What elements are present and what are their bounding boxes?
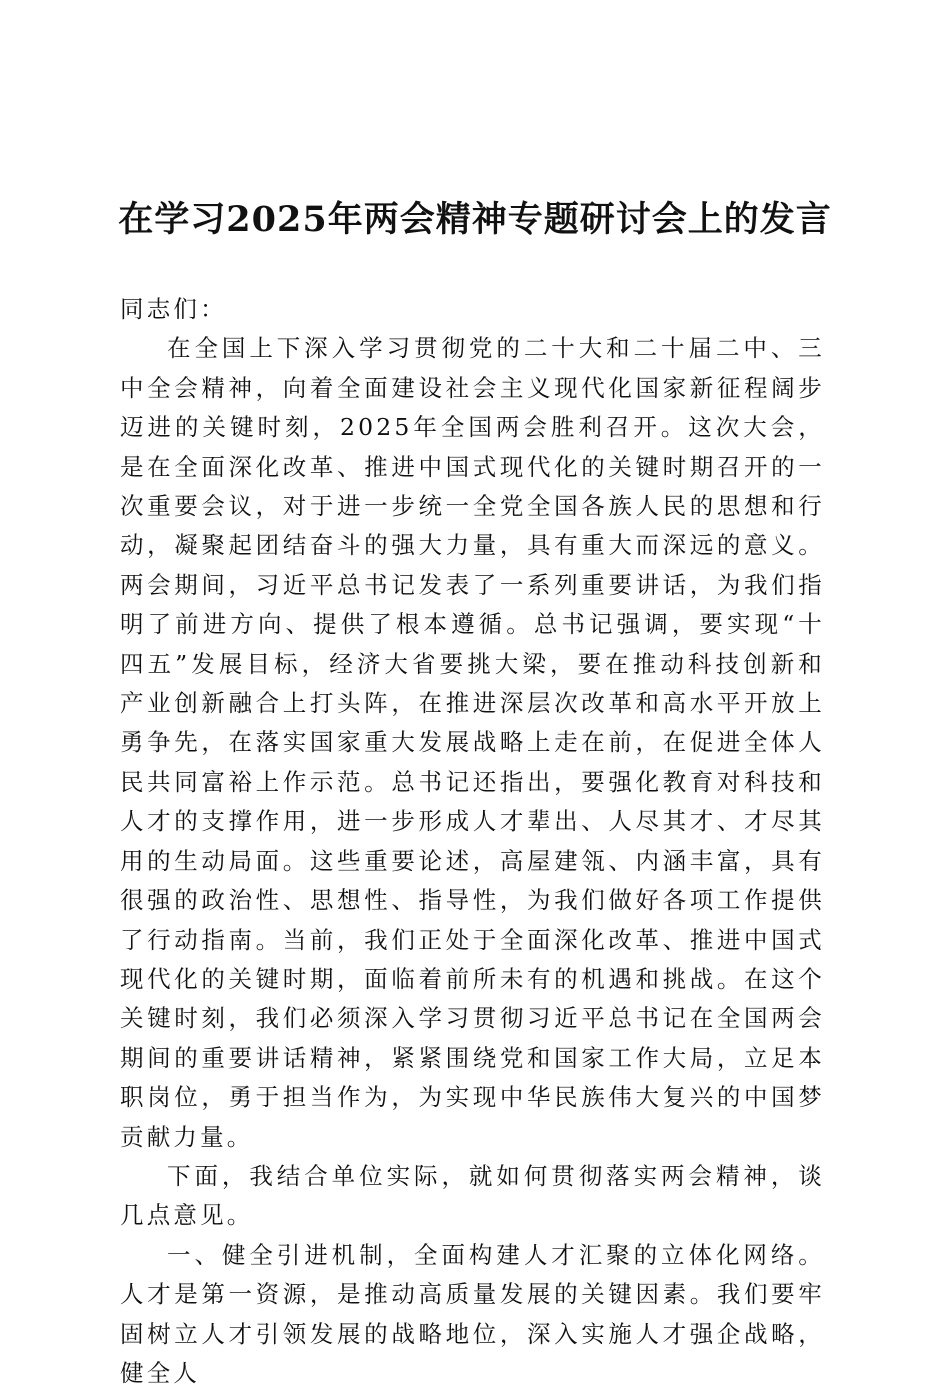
paragraph-intro: 在全国上下深入学习贯彻党的二十大和二十届二中、三中全会精神，向着全面建设社会主义现代化国家新征程阔步迈进的关键时刻，2025年全国两会胜利召开。这次大会，是在全面深化改革、推进中国式现代化的关键时期召开的一次重要会议，对于进一步统一全党全国各族人民的思想和行动，凝聚起团结奋斗的强大力量，具有重大而深远的意义。两会期间，习近平总书记发表了一系列重要讲话，为我们指明了前进方向、提供了根本遵循。总书记强调，要实现“十四五”发展目标，经济大省要挑大梁，要在推动科技创新和产业创新融合上打头阵，在推进深层次改革和高水平开放上勇争先，在落实国家重大发展战略上走在前，在促进全体人民共同富裕上作示范。总书记还指出，要强化教育对科技和人才的支撑作用，进一步形成人才辈出、人尽其才、才尽其用的生动局面。这些重要论述，高屋建瓴、内涵丰富，具有很强的政治性、思想性、指导性，为我们做好各项工作提供了行动指南。当前，我们正处于全面深化改革、推进中国式现代化的关键时期，面临着前所未有的机遇和挑战。在这个关键时刻，我们必须深入学习贯彻习近平总书记在全国两会期间的重要讲话精神，紧紧围绕党和国家工作大局，立足本职岗位，勇于担当作为，为实现中华民族伟大复兴的中国梦贡献力量。 <box>120 334 825 1151</box>
document-body <box>120 290 825 1393</box>
paragraph-section-one: 一、健全引进机制，全面构建人才汇聚的立体化网络。人才是第一资源，是推动高质量发展的关键因素。我们要牢固树立人才引领发展的战略地位，深入实施人才强企战略，健全人 <box>120 1240 825 1387</box>
salutation: 同志们： <box>120 295 227 323</box>
document-title: 在学习2025年两会精神专题研讨会上的发言 <box>118 199 832 240</box>
paragraph-transition: 下面，我结合单位实际，就如何贯彻落实两会精神，谈几点意见。 <box>120 1161 825 1230</box>
